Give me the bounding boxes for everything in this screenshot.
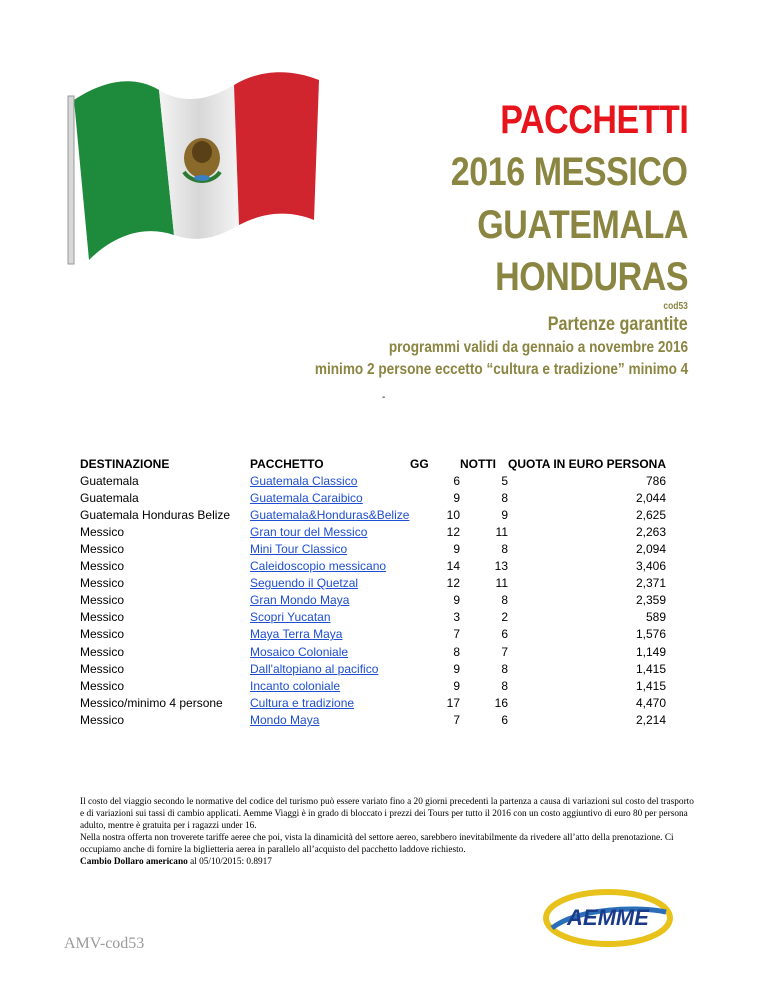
cell-destinazione: Messico/minimo 4 persone bbox=[80, 695, 223, 710]
table-row bbox=[80, 558, 666, 575]
title-pacchetti: PACCHETTI bbox=[499, 98, 688, 142]
cell-destinazione: Messico bbox=[80, 542, 125, 557]
cell-gg: 14 bbox=[446, 559, 460, 574]
aemme-logo bbox=[538, 882, 678, 954]
cell-gg: 9 bbox=[453, 678, 460, 693]
notes-paragraph-flights: Nella nostra offerta non troverete tariffe aeree che poi, vista la dinamicità del settore aereo, sarebbero inevitabilmente da rivedere all’atto della prenotazione. Ci occupiamo anche di fornire la biglietteria aerea in parallelo all’acquisto del pacchetto laddove richiesto. bbox=[80, 833, 674, 855]
table-row bbox=[80, 660, 666, 677]
package-link[interactable]: Scopri Yucatan bbox=[250, 610, 331, 625]
subtitle-validita: programmi validi da gennaio a novembre 2016 bbox=[388, 339, 688, 356]
table-row bbox=[80, 506, 666, 523]
cell-quota: 786 bbox=[645, 473, 667, 488]
cell-quota: 2,094 bbox=[635, 542, 667, 557]
cell-destinazione: Guatemala bbox=[80, 490, 139, 505]
table-row bbox=[80, 575, 666, 592]
table-row bbox=[80, 711, 666, 728]
cell-quota: 2,044 bbox=[635, 490, 667, 505]
cell-destinazione: Guatemala Honduras Belize bbox=[80, 507, 231, 522]
cell-notti: 7 bbox=[501, 644, 508, 659]
table-row bbox=[80, 523, 666, 540]
cell-gg: 12 bbox=[446, 524, 460, 539]
header-gg: GG bbox=[410, 456, 429, 471]
cell-notti: 9 bbox=[501, 507, 508, 522]
cell-notti: 13 bbox=[494, 559, 508, 574]
package-link[interactable]: Gran Mondo Maya bbox=[250, 593, 350, 608]
header-notti: NOTTI bbox=[460, 456, 496, 471]
table-row bbox=[80, 609, 666, 626]
header-code: cod53 bbox=[663, 301, 688, 312]
subtitle-partenze: Partenze garantite bbox=[547, 314, 688, 335]
cell-gg: 8 bbox=[453, 644, 460, 659]
package-link[interactable]: Seguendo il Quetzal bbox=[250, 576, 359, 591]
cell-quota: 2,371 bbox=[635, 576, 667, 591]
cell-destinazione: Messico bbox=[80, 593, 125, 608]
cell-gg: 9 bbox=[453, 490, 460, 505]
cell-quota: 3,406 bbox=[635, 559, 667, 574]
title-honduras: HONDURAS bbox=[494, 255, 688, 299]
cell-destinazione: Messico bbox=[80, 644, 125, 659]
notes-paragraph-costs: Il costo del viaggio secondo le normative del codice del turismo può essere variato fino a 20 giorni precedenti la partenza a causa di variazioni sul costo del trasporto e di variazioni sui tassi di cambio applicati. Aemme Viaggi è in grado di bloccato i prezzi dei Tours per tutto il 2016 con un costo aggiuntivo di euro 80 per persona adulto, mentre è gratuita per i ragazzi under 16. bbox=[80, 797, 694, 831]
cell-destinazione: Messico bbox=[80, 524, 125, 539]
cell-quota: 1,576 bbox=[635, 627, 667, 642]
packages-table bbox=[80, 455, 666, 729]
cell-notti: 8 bbox=[501, 542, 508, 557]
package-link[interactable]: Gran tour del Messico bbox=[250, 524, 368, 539]
cell-notti: 8 bbox=[501, 678, 508, 693]
mexico-flag-image bbox=[64, 60, 324, 265]
table-header-row bbox=[80, 455, 666, 472]
logo-text: AEMME bbox=[567, 905, 649, 930]
cell-notti: 6 bbox=[501, 627, 508, 642]
cell-gg: 3 bbox=[453, 610, 460, 625]
cell-quota: 1,415 bbox=[635, 661, 667, 676]
package-link[interactable]: Maya Terra Maya bbox=[250, 627, 343, 642]
terms-notes bbox=[80, 796, 700, 868]
cell-quota: 1,149 bbox=[635, 644, 667, 659]
cell-notti: 8 bbox=[501, 661, 508, 676]
cell-gg: 10 bbox=[446, 507, 460, 522]
cell-quota: 1,415 bbox=[635, 678, 667, 693]
cell-quota: 4,470 bbox=[635, 695, 667, 710]
package-link[interactable]: Mondo Maya bbox=[250, 712, 320, 727]
table-row bbox=[80, 626, 666, 643]
cell-notti: 16 bbox=[494, 695, 508, 710]
package-link[interactable]: Guatemala&Honduras&Belize bbox=[250, 507, 410, 522]
cell-destinazione: Messico bbox=[80, 627, 125, 642]
table-row bbox=[80, 592, 666, 609]
table-row bbox=[80, 489, 666, 506]
cell-quota: 2,625 bbox=[635, 507, 667, 522]
header-quota: QUOTA IN EURO PERSONA bbox=[508, 456, 667, 471]
footer-code: AMV-cod53 bbox=[64, 935, 145, 952]
title-messico: 2016 MESSICO bbox=[451, 150, 688, 194]
cell-gg: 12 bbox=[446, 576, 460, 591]
cell-gg: 7 bbox=[453, 627, 460, 642]
package-link[interactable]: Mini Tour Classico bbox=[250, 542, 348, 557]
package-link[interactable]: Guatemala Caraibico bbox=[250, 490, 363, 505]
cell-destinazione: Messico bbox=[80, 678, 125, 693]
cell-destinazione: Messico bbox=[80, 610, 125, 625]
exchange-label: Cambio Dollaro americano bbox=[80, 857, 188, 867]
cell-quota: 2,263 bbox=[635, 524, 667, 539]
table-row bbox=[80, 677, 666, 694]
cell-quota: 589 bbox=[645, 610, 667, 625]
exchange-value: al 05/10/2015: 0.8917 bbox=[187, 857, 272, 867]
cell-destinazione: Messico bbox=[80, 661, 125, 676]
header-destinazione: DESTINAZIONE bbox=[80, 456, 170, 471]
cell-notti: 5 bbox=[501, 473, 508, 488]
package-link[interactable]: Incanto coloniale bbox=[250, 678, 341, 693]
dash-separator: - bbox=[382, 392, 386, 403]
cell-gg: 9 bbox=[453, 661, 460, 676]
cell-gg: 9 bbox=[453, 542, 460, 557]
cell-destinazione: Messico bbox=[80, 576, 125, 591]
table-row bbox=[80, 694, 666, 711]
cell-gg: 7 bbox=[453, 712, 460, 727]
header-pacchetto: PACCHETTO bbox=[250, 456, 324, 471]
package-link[interactable]: Cultura e tradizione bbox=[250, 695, 355, 710]
cell-destinazione: Messico bbox=[80, 559, 125, 574]
table-row bbox=[80, 472, 666, 489]
cell-notti: 8 bbox=[501, 490, 508, 505]
subtitle-minimo: minimo 2 persone eccetto “cultura e tradizione” minimo 4 bbox=[314, 361, 688, 378]
title-guatemala: GUATEMALA bbox=[477, 203, 688, 247]
cell-gg: 9 bbox=[453, 593, 460, 608]
cell-destinazione: Messico bbox=[80, 712, 125, 727]
cell-destinazione: Guatemala bbox=[80, 473, 139, 488]
table-row bbox=[80, 643, 666, 660]
table-row bbox=[80, 540, 666, 557]
cell-gg: 17 bbox=[446, 695, 460, 710]
package-link[interactable]: Caleidoscopio messicano bbox=[250, 559, 387, 574]
notes-exchange-rate bbox=[80, 856, 700, 868]
cell-quota: 2,359 bbox=[635, 593, 667, 608]
package-link[interactable]: Dall'altopiano al pacifico bbox=[250, 661, 379, 676]
cell-notti: 6 bbox=[501, 712, 508, 727]
cell-notti: 11 bbox=[495, 576, 508, 591]
package-link[interactable]: Mosaico Coloniale bbox=[250, 644, 349, 659]
cell-notti: 2 bbox=[501, 610, 508, 625]
cell-gg: 6 bbox=[453, 473, 460, 488]
package-link[interactable]: Guatemala Classico bbox=[250, 473, 358, 488]
cell-quota: 2,214 bbox=[635, 712, 667, 727]
cell-notti: 8 bbox=[501, 593, 508, 608]
cell-notti: 11 bbox=[495, 524, 508, 539]
